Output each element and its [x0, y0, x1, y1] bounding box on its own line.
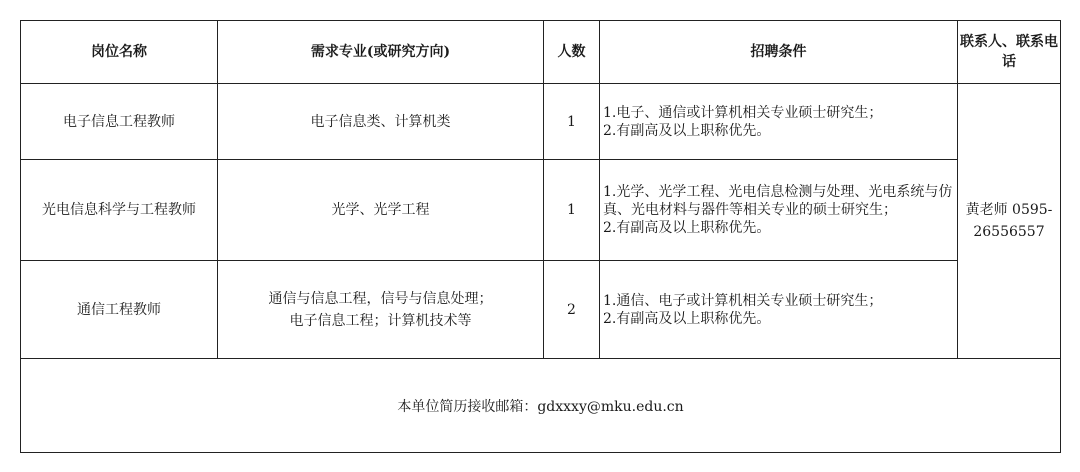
major-line: 通信与信息工程，信号与信息处理； [268, 290, 493, 307]
header-major: 需求专业(或研究方向) [218, 21, 544, 84]
count-cell: 1 [544, 160, 600, 261]
header-contact: 联系人、联系电话 [958, 21, 1061, 84]
footer-row [21, 359, 1061, 453]
count-cell: 1 [544, 84, 600, 160]
major-cell [218, 84, 544, 160]
condition-line: 2.有副高及以上职称优先。 [603, 220, 771, 236]
major-cell [218, 160, 544, 261]
major-line: 电子信息工程；计算机技术等 [289, 312, 472, 329]
table-row [21, 84, 1061, 160]
condition-line: 1.电子、通信或计算机相关专业硕士研究生； [603, 104, 883, 121]
conditions-cell [600, 84, 958, 160]
email-note: 本单位简历接收邮箱：gdxxxy@mku.edu.cn [21, 359, 1061, 453]
major-cell [218, 261, 544, 359]
table-row [21, 160, 1061, 261]
position-cell: 光电信息科学与工程教师 [21, 160, 218, 261]
position-cell: 电子信息工程教师 [21, 84, 218, 160]
major-line: 电子信息类、计算机类 [310, 113, 451, 130]
conditions-cell [600, 261, 958, 359]
header-count: 人数 [544, 21, 600, 84]
contact-cell: 黄老师 0595-26556557 [958, 84, 1061, 359]
recruitment-table [20, 20, 1061, 453]
position-cell: 通信工程教师 [21, 261, 218, 359]
conditions-cell [600, 160, 958, 261]
header-position: 岗位名称 [21, 21, 218, 84]
count-cell: 2 [544, 261, 600, 359]
header-conditions: 招聘条件 [600, 21, 958, 84]
condition-line: 2.有副高及以上职称优先。 [603, 310, 771, 327]
header-row [21, 21, 1061, 84]
major-line: 光学、光学工程 [331, 202, 430, 218]
condition-line: 1.通信、电子或计算机相关专业硕士研究生； [603, 292, 883, 309]
condition-line: 1.光学、光学工程、光电信息检测与处理、光电系统与仿真、光电材料与器件等相关专业的硕士研究生； [603, 184, 953, 218]
table-row [21, 261, 1061, 359]
condition-line: 2.有副高及以上职称优先。 [603, 122, 771, 139]
